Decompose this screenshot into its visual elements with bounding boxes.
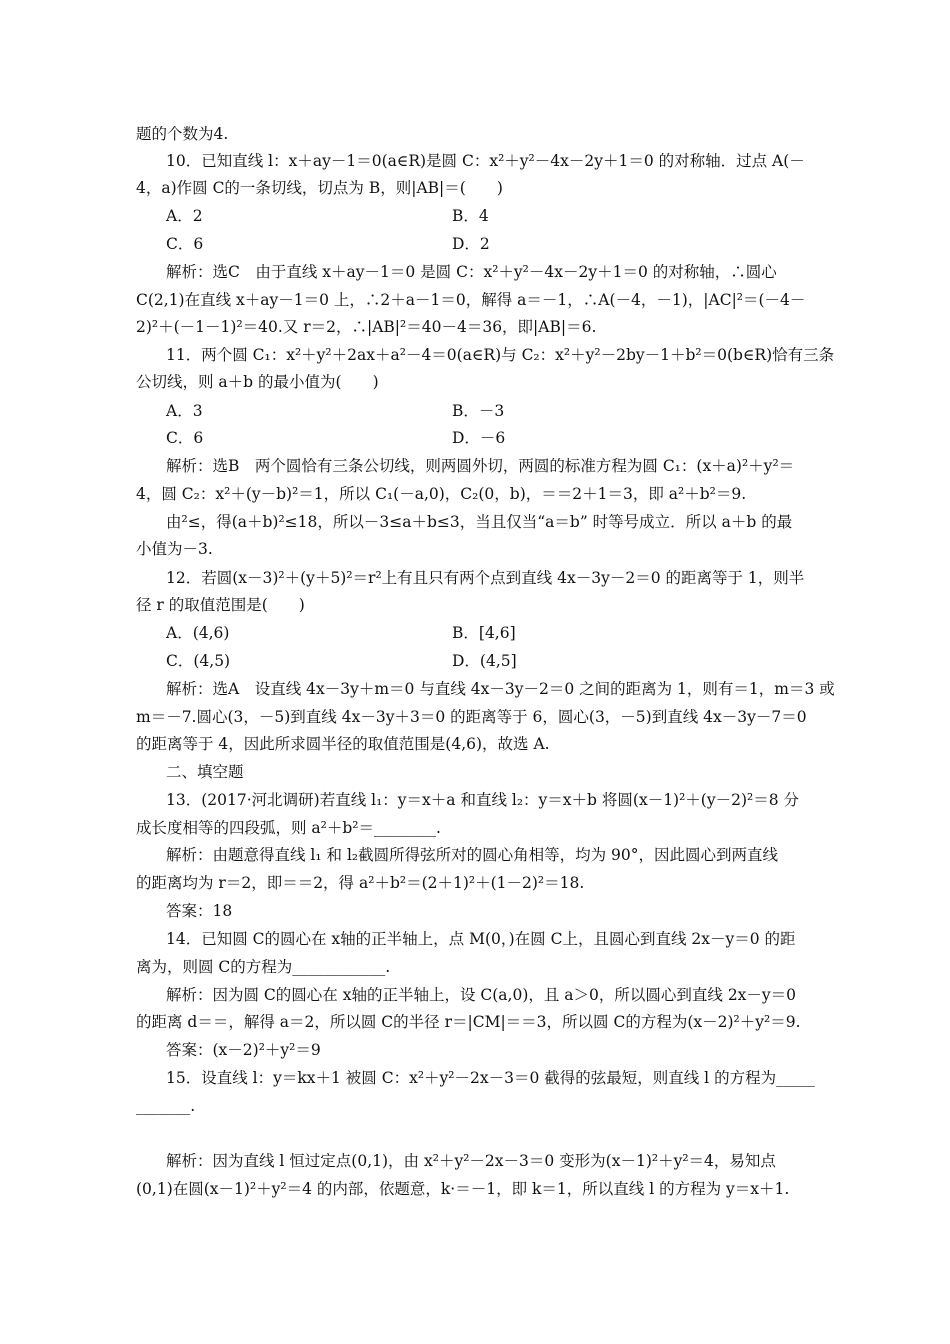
option-d: D．－6 <box>452 429 506 447</box>
text-line: C(2,1)在直线 x＋ay－1＝0 上，∴2＋a－1＝0，解得 a＝－1，∴A(－4，－1)，|AC|²＝(－4－ <box>136 291 806 309</box>
question-10: 10．已知直线 l：x＋ay－1＝0(a∈R)是圆 C：x²＋y²－4x－2y＋1＝0 的对称轴．过点 A(－ <box>166 152 805 170</box>
option-a: A．(4,6) <box>166 624 230 642</box>
solution-text: 解析：由题意得直线 l₁ 和 l₂截圆所得弦所对的圆心角相等，均为 90°，因此圆心到两直线 <box>166 846 779 864</box>
option-c: C．(4,5) <box>166 652 231 670</box>
question-13: 13．(2017·河北调研)若直线 l₁：y＝x＋a 和直线 l₂：y＝x＋b 将圆(x－1)²＋(y－2)²＝8 分 <box>166 791 800 809</box>
solution-text: 解析：因为圆 C的圆心在 x轴的正半轴上，设 C(a,0)，且 a＞0，所以圆心到直线 2x－y＝0 <box>166 986 797 1004</box>
text-line: 2)²＋(－1－1)²＝40.又 r＝2，∴|AB|²＝40－4＝36，即|AB|＝6. <box>136 318 597 336</box>
text-line: 成长度相等的四段弧，则 a²＋b²＝________. <box>136 819 441 837</box>
answer-13: 答案：18 <box>166 902 233 920</box>
solution-text: 解析：选B 两个圆恰有三条公切线，则两圆外切，两圆的标准方程为圆 C₁：(x＋a)²＋y²＝ <box>166 457 795 475</box>
option-d: D．(4,5] <box>452 652 517 670</box>
text-line: 径 r 的取值范围是( ) <box>136 596 305 614</box>
question-15: 15．设直线 l：y＝kx＋1 被圆 C：x²＋y²－2x－3＝0 截得的弦最短，则直线 l 的方程为_____ <box>166 1069 815 1087</box>
text-line: 4，圆 C₂：x²＋(y－b)²＝1，所以 C₁(－a,0)，C₂(0，b)，＝＝2＋1＝3，即 a²＋b²＝9. <box>136 485 747 503</box>
question-14: 14．已知圆 C的圆心在 x轴的正半轴上，点 M(0，)在圆 C上，且圆心到直线 2x－y＝0 的距 <box>166 930 796 948</box>
section-heading: 二、填空题 <box>166 763 244 781</box>
answer-14: 答案：(x－2)²＋y²＝9 <box>166 1041 321 1059</box>
text-line: 小值为－3. <box>136 540 213 558</box>
option-b: B．－3 <box>452 402 505 420</box>
text-line: 的距离 d＝＝，解得 a＝2，所以圆 C的半径 r＝|CM|＝＝3，所以圆 C的方程为(x－2)²＋y²＝9. <box>136 1013 801 1031</box>
option-a: A．3 <box>166 402 203 420</box>
option-b: B．[4,6] <box>452 624 516 642</box>
option-b: B．4 <box>452 207 489 225</box>
text-line: m＝－7.圆心(3，－5)到直线 4x－3y＋3＝0 的距离等于 6，圆心(3，－5)到直线 4x－3y－7＝0 <box>136 708 807 726</box>
text-line: 的距离等于 4，因此所求圆半径的取值范围是(4,6)，故选 A. <box>136 735 550 753</box>
option-d: D．2 <box>452 235 490 253</box>
text-line: 由²≤，得(a＋b)²≤18，所以－3≤a＋b≤3，当且仅当“a＝b” 时等号成立．所以 a＋b 的最 <box>166 513 793 531</box>
text-line: 4，a)作圆 C的一条切线，切点为 B，则|AB|＝( ) <box>136 179 503 197</box>
solution-text: 解析：选C 由于直线 x＋ay－1＝0 是圆 C：x²＋y²－4x－2y＋1＝0 的对称轴，∴圆心 <box>166 263 777 281</box>
text-line: _______. <box>136 1097 196 1115</box>
option-a: A．2 <box>166 207 203 225</box>
question-11: 11．两个圆 C₁：x²＋y²＋2ax＋a²－4＝0(a∈R)与 C₂：x²＋y²－2by－1＋b²＝0(b∈R)恰有三条 <box>166 346 835 364</box>
text-line: 题的个数为4. <box>136 125 229 143</box>
option-c: C．6 <box>166 429 204 447</box>
option-c: C．6 <box>166 235 204 253</box>
solution-text: 解析：因为直线 l 恒过定点(0,1)，由 x²＋y²－2x－3＝0 变形为(x－1)²＋y²＝4，易知点 <box>166 1152 776 1170</box>
question-12: 12．若圆(x－3)²＋(y＋5)²＝r²上有且只有两个点到直线 4x－3y－2＝0 的距离等于 1，则半 <box>166 569 805 587</box>
text-line: 公切线，则 a＋b 的最小值为( ) <box>136 373 379 391</box>
solution-text: 解析：选A 设直线 4x－3y＋m＝0 与直线 4x－3y－2＝0 之间的距离为 1，则有＝1，m＝3 或 <box>166 680 835 698</box>
text-line: (0,1)在圆(x－1)²＋y²＝4 的内部，依题意，k·＝－1，即 k＝1，所以直线 l 的方程为 y＝x＋1. <box>136 1180 790 1198</box>
text-line: 离为，则圆 C的方程为____________. <box>136 958 391 976</box>
text-line: 的距离均为 r＝2，即＝＝2，得 a²＋b²＝(2＋1)²＋(1－2)²＝18. <box>136 874 585 892</box>
